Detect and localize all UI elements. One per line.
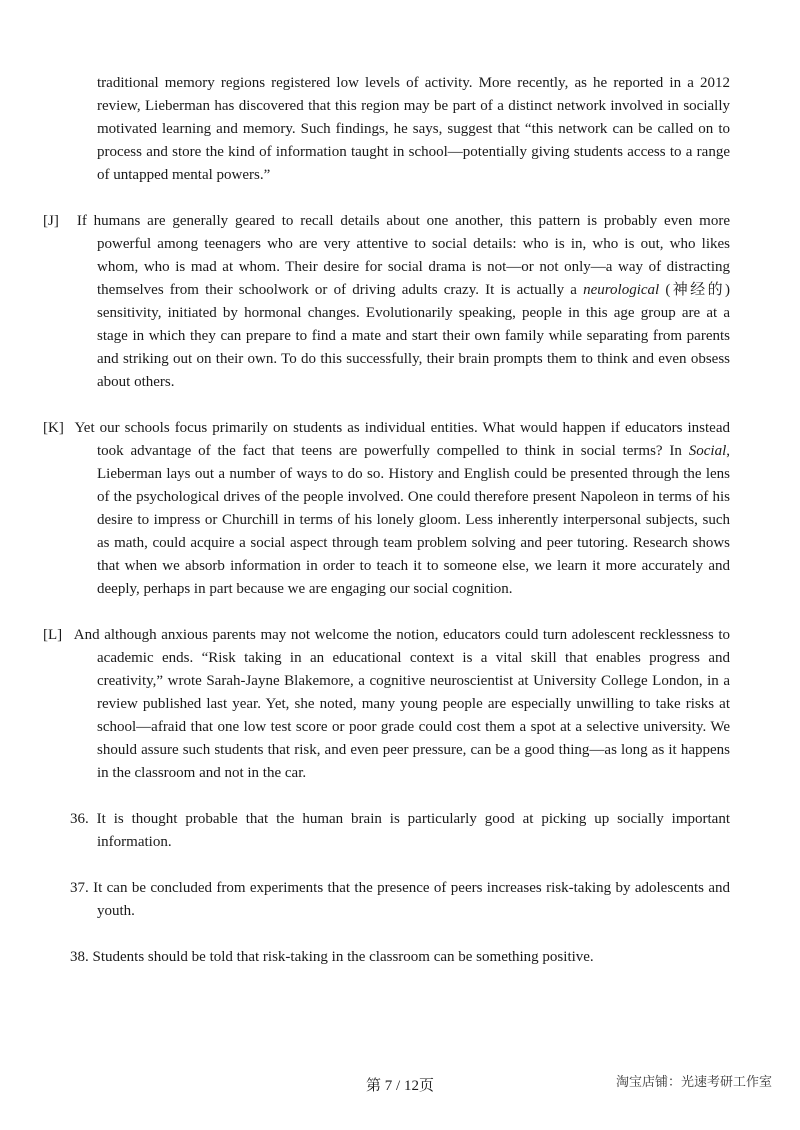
question-number: 38. — [70, 949, 93, 965]
question-38 — [70, 946, 730, 969]
paragraph-l: [L] And although anxious parents may not welcome the notion, educators could turn adolescent recklessness to academic ends. “Risk taking in an educational context is a vital skill that enables progress and creativity,” wrote Sarah-Jayne Blakemore, a cognitive neuroscientist at University College London, in a review published last year. Yet, she noted, many young people are especially unwilling to take risks at school—afraid that one low test score or poor grade could cost them a spot at a selective university. We should assure such students that risk, and even peer pressure, can be a good thing—as long as it happens in the classroom and not in the car. — [43, 627, 730, 781]
paragraph-j-text-start: If humans are generally geared to recall details about one another, this pattern is probably even more powerful among teenagers who are very attentive to social details: who is in, who is out, who likes whom, who is mad at whom. Their desire for social drama is not—or not only—a way of distracting themselves from their schoolwork or of driving adults crazy. It is actually a — [76, 213, 731, 298]
paragraph-j-text-end: sensitivity, initiated by hormonal changes. Evolutionarily speaking, people in this age group are at a stage in which they can prepare to find a mate and start their own family while separating from parents and striking out on their own. To do this successfully, their brain prompts them to think and even obsess about others. — [97, 305, 730, 390]
question-36 — [70, 808, 730, 854]
paragraph-k-text-start: Yet our schools focus primarily on students as individual entities. What would happen if educators instead took advantage of the fact that teens are powerfully compelled to think in social terms? In — [74, 420, 730, 459]
paragraph-j-gloss: (神经的) — [659, 282, 731, 298]
paragraph-k-text-end: , Lieberman lays out a number of ways to do so. History and English could be presented through the lens of the psychological drives of the people involved. One could therefore present Napoleon in terms of his desire to impress or Churchill in terms of his lonely gloom. Less inherently interpersonal subjects, such as math, could acquire a social aspect through team problem solving and peer tutoring. Research shows that when we absorb information in order to teach it to someone else, we learn it more accurately and deeply, perhaps in part because we are engaging our social cognition. — [97, 443, 730, 597]
question-text: It can be concluded from experiments that the presence of peers increases risk-taking by adolescents and youth. — [93, 880, 731, 919]
paragraph-j-italic-term: neurological — [583, 282, 660, 298]
passage-continuation — [70, 72, 730, 187]
question-37 — [70, 877, 730, 923]
page-number: 第 7 / 12页 — [366, 1078, 434, 1094]
continuation-text: traditional memory regions registered low levels of activity. More recently, as he reported in a 2012 review, Lieberman has discovered that this region may be part of a distinct network involved in socially motivated learning and memory. Such findings, he says, suggest that “this network can be called on to process and store the kind of information taught in school—potentially giving students access to a range of untapped mental powers.” — [97, 75, 730, 183]
paragraph-k-book-title: Social — [688, 443, 727, 459]
page-content — [43, 72, 731, 992]
question-text: It is thought probable that the human brain is particularly good at picking up socially important information. — [96, 811, 730, 850]
paragraph-l-text: And although anxious parents may not welcome the notion, educators could turn adolescent recklessness to academic ends. “Risk taking in an educational context is a vital skill that enables progress and creativity,” wrote Sarah-Jayne Blakemore, a cognitive neuroscientist at University College London, in a review published last year. Yet, she noted, many young people are especially unwilling to take risks at school—afraid that one low test score or poor grade could cost them a spot at a selective university. We should assure such students that risk, and even peer pressure, can be a good thing—as long as it happens in the classroom and not in the car. — [73, 627, 730, 781]
question-number: 37. — [70, 880, 94, 896]
question-text: Students should be told that risk-taking in the classroom can be something positive. — [92, 949, 594, 965]
paragraph-k: [K] Yet our schools focus primarily on students as individual entities. What would happen if educators instead took advantage of the fact that teens are powerfully compelled to think in social terms? In Social, Lieberman lays out a number of ways to do so. History and English could be presented through the lens of the psychological drives of the people involved. One could therefore present Napoleon in terms of his desire to impress or Churchill in terms of his lonely gloom. Less inherently interpersonal subjects, such as math, could acquire a social aspect through team problem solving and peer tutoring. Research shows that when we absorb information in order to teach it to someone else, we learn it more accurately and deeply, perhaps in part because we are engaging our social cognition. — [43, 420, 730, 597]
question-number: 36. — [70, 811, 97, 827]
paragraph-j: [J] If humans are generally geared to recall details about one another, this pattern is probably even more powerful among teenagers who are very attentive to social details: who is in, who is out, who likes whom, who is mad at whom. Their desire for social drama is not—or not only—a way of distracting themselves from their schoolwork or of driving adults crazy. It is actually a neurological (神经的) sensitivity, initiated by hormonal changes. Evolutionarily speaking, people in this age group are at a stage in which they can prepare to find a mate and start their own family while separating from parents and striking out on their own. To do this successfully, their brain prompts them to think and even obsess about others. — [43, 213, 731, 390]
shop-watermark: 淘宝店铺：光速考研工作室 — [615, 1075, 772, 1090]
